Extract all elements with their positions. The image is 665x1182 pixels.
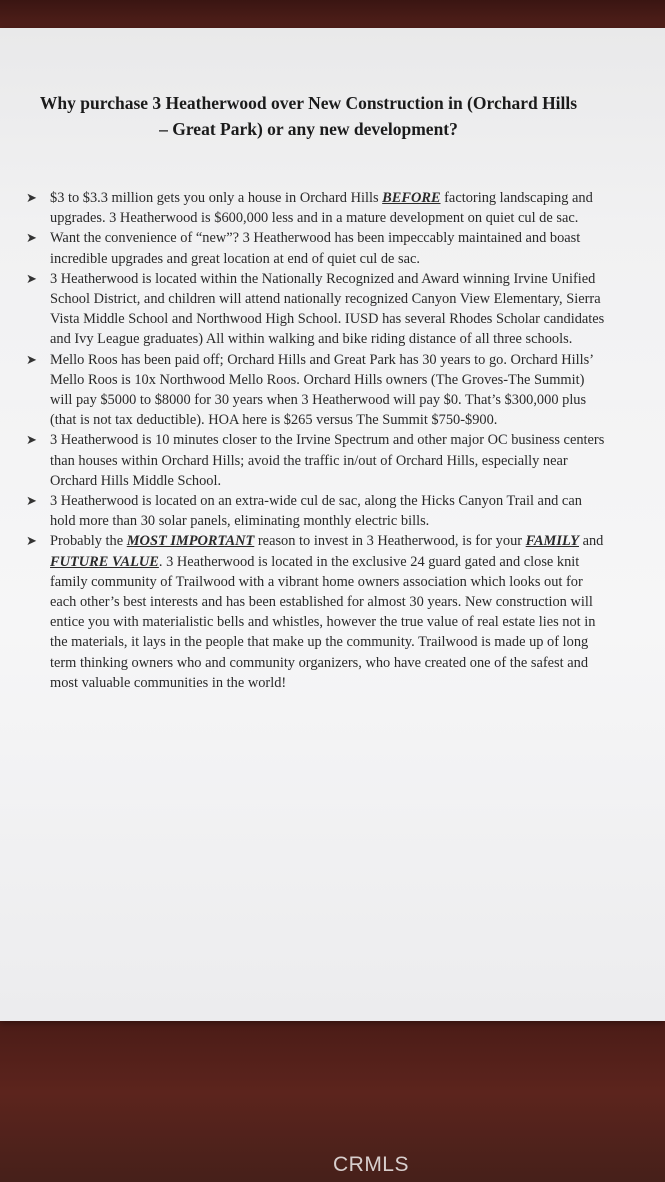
list-item — [26, 531, 606, 693]
bullet-text: 3 Heatherwood is 10 minutes closer to the Irvine Spectrum and other major OC business centers than houses within Orchard Hills; avoid the traffic in/out of Orchard Hills, especially near Orchard Hills Middle School. — [50, 432, 605, 489]
document-title — [0, 90, 617, 142]
list-item — [26, 228, 606, 268]
bullet-text: Want the convenience of “new”? 3 Heatherwood has been impeccably maintained and boast incredible upgrades and great location at end of quiet cul de sac. — [50, 230, 581, 267]
bullet-text: $3 to $3.3 million gets you only a house in Orchard Hills — [50, 190, 383, 206]
arrow-bullet-icon: ➤ — [26, 270, 37, 286]
arrow-bullet-icon: ➤ — [26, 230, 37, 246]
bullet-text: 3 Heatherwood is located on an extra-wide cul de sac, along the Hicks Canyon Trail and can hold more than 30 solar panels, eliminating monthly electric bills. — [50, 493, 582, 530]
bullet-text: and — [579, 533, 604, 550]
bullet-text: 3 Heatherwood is located within the Nationally Recognized and Award winning Irvine Unified School District, and children will attend nationally recognized Canyon View Elementary, Sierra Vista Middle School and Northwood High School. IUSD has several Rhodes Scholar candidates and Ivy League graduates) All within walking and bike riding distance of all three schools. — [50, 270, 605, 348]
arrow-bullet-icon: ➤ — [26, 351, 37, 367]
emphasis-text: MOST IMPORTANT — [126, 533, 255, 550]
list-item — [26, 269, 606, 350]
arrow-bullet-icon: ➤ — [26, 493, 37, 509]
list-item — [26, 350, 606, 431]
bullet-text: . 3 Heatherwood is located in the exclusive 24 guard gated and close knit family community of Trailwood with a vibrant home owners association which looks out for each other’s best interests and has been established for almost 30 years. New construction will entice you with materialistic bells and whistles, however the true value of real estate lies not in the materials, it lays in the people that make up the community. Trailwood is made up of long term thinking owners who and community organizers, who have created one of the safest and most valuable communities in the world! — [50, 553, 596, 691]
list-item — [26, 188, 606, 228]
arrow-bullet-icon: ➤ — [26, 533, 37, 549]
bullet-text: factoring landscaping and upgrades. 3 Heatherwood is $600,000 less and in a mature development on quiet cul de sac. — [50, 190, 593, 227]
list-item — [26, 430, 606, 491]
emphasis-text: BEFORE — [382, 190, 441, 206]
emphasis-text: FUTURE VALUE — [50, 553, 159, 570]
bullet-list — [26, 188, 606, 693]
bullet-text: Mello Roos has been paid off; Orchard Hills and Great Park has 30 years to go. Orchard Hills’ Mello Roos is 10x Northwood Mello Roos. Orchard Hills owners (The Groves-The Summit) will pay $5000 to $8000 for 30 years when 3 Heatherwood will pay $0. That’s $300,000 plus (that is not tax deductible). HOA here is $265 versus The Summit $750-$900. — [50, 351, 593, 429]
title-line-1: Why purchase 3 Heatherwood over New Construction in (Orchard Hills — [39, 93, 578, 113]
bullet-text: reason to invest in 3 Heatherwood, is for your — [254, 533, 526, 550]
watermark-logo: CRMLS — [332, 1153, 409, 1176]
emphasis-text: FAMILY — [525, 533, 579, 550]
bullet-text: Probably the — [50, 533, 127, 550]
arrow-bullet-icon: ➤ — [26, 432, 37, 448]
arrow-bullet-icon: ➤ — [26, 190, 37, 205]
list-item — [26, 491, 606, 531]
title-line-2: – Great Park) or any new development? — [159, 119, 458, 139]
